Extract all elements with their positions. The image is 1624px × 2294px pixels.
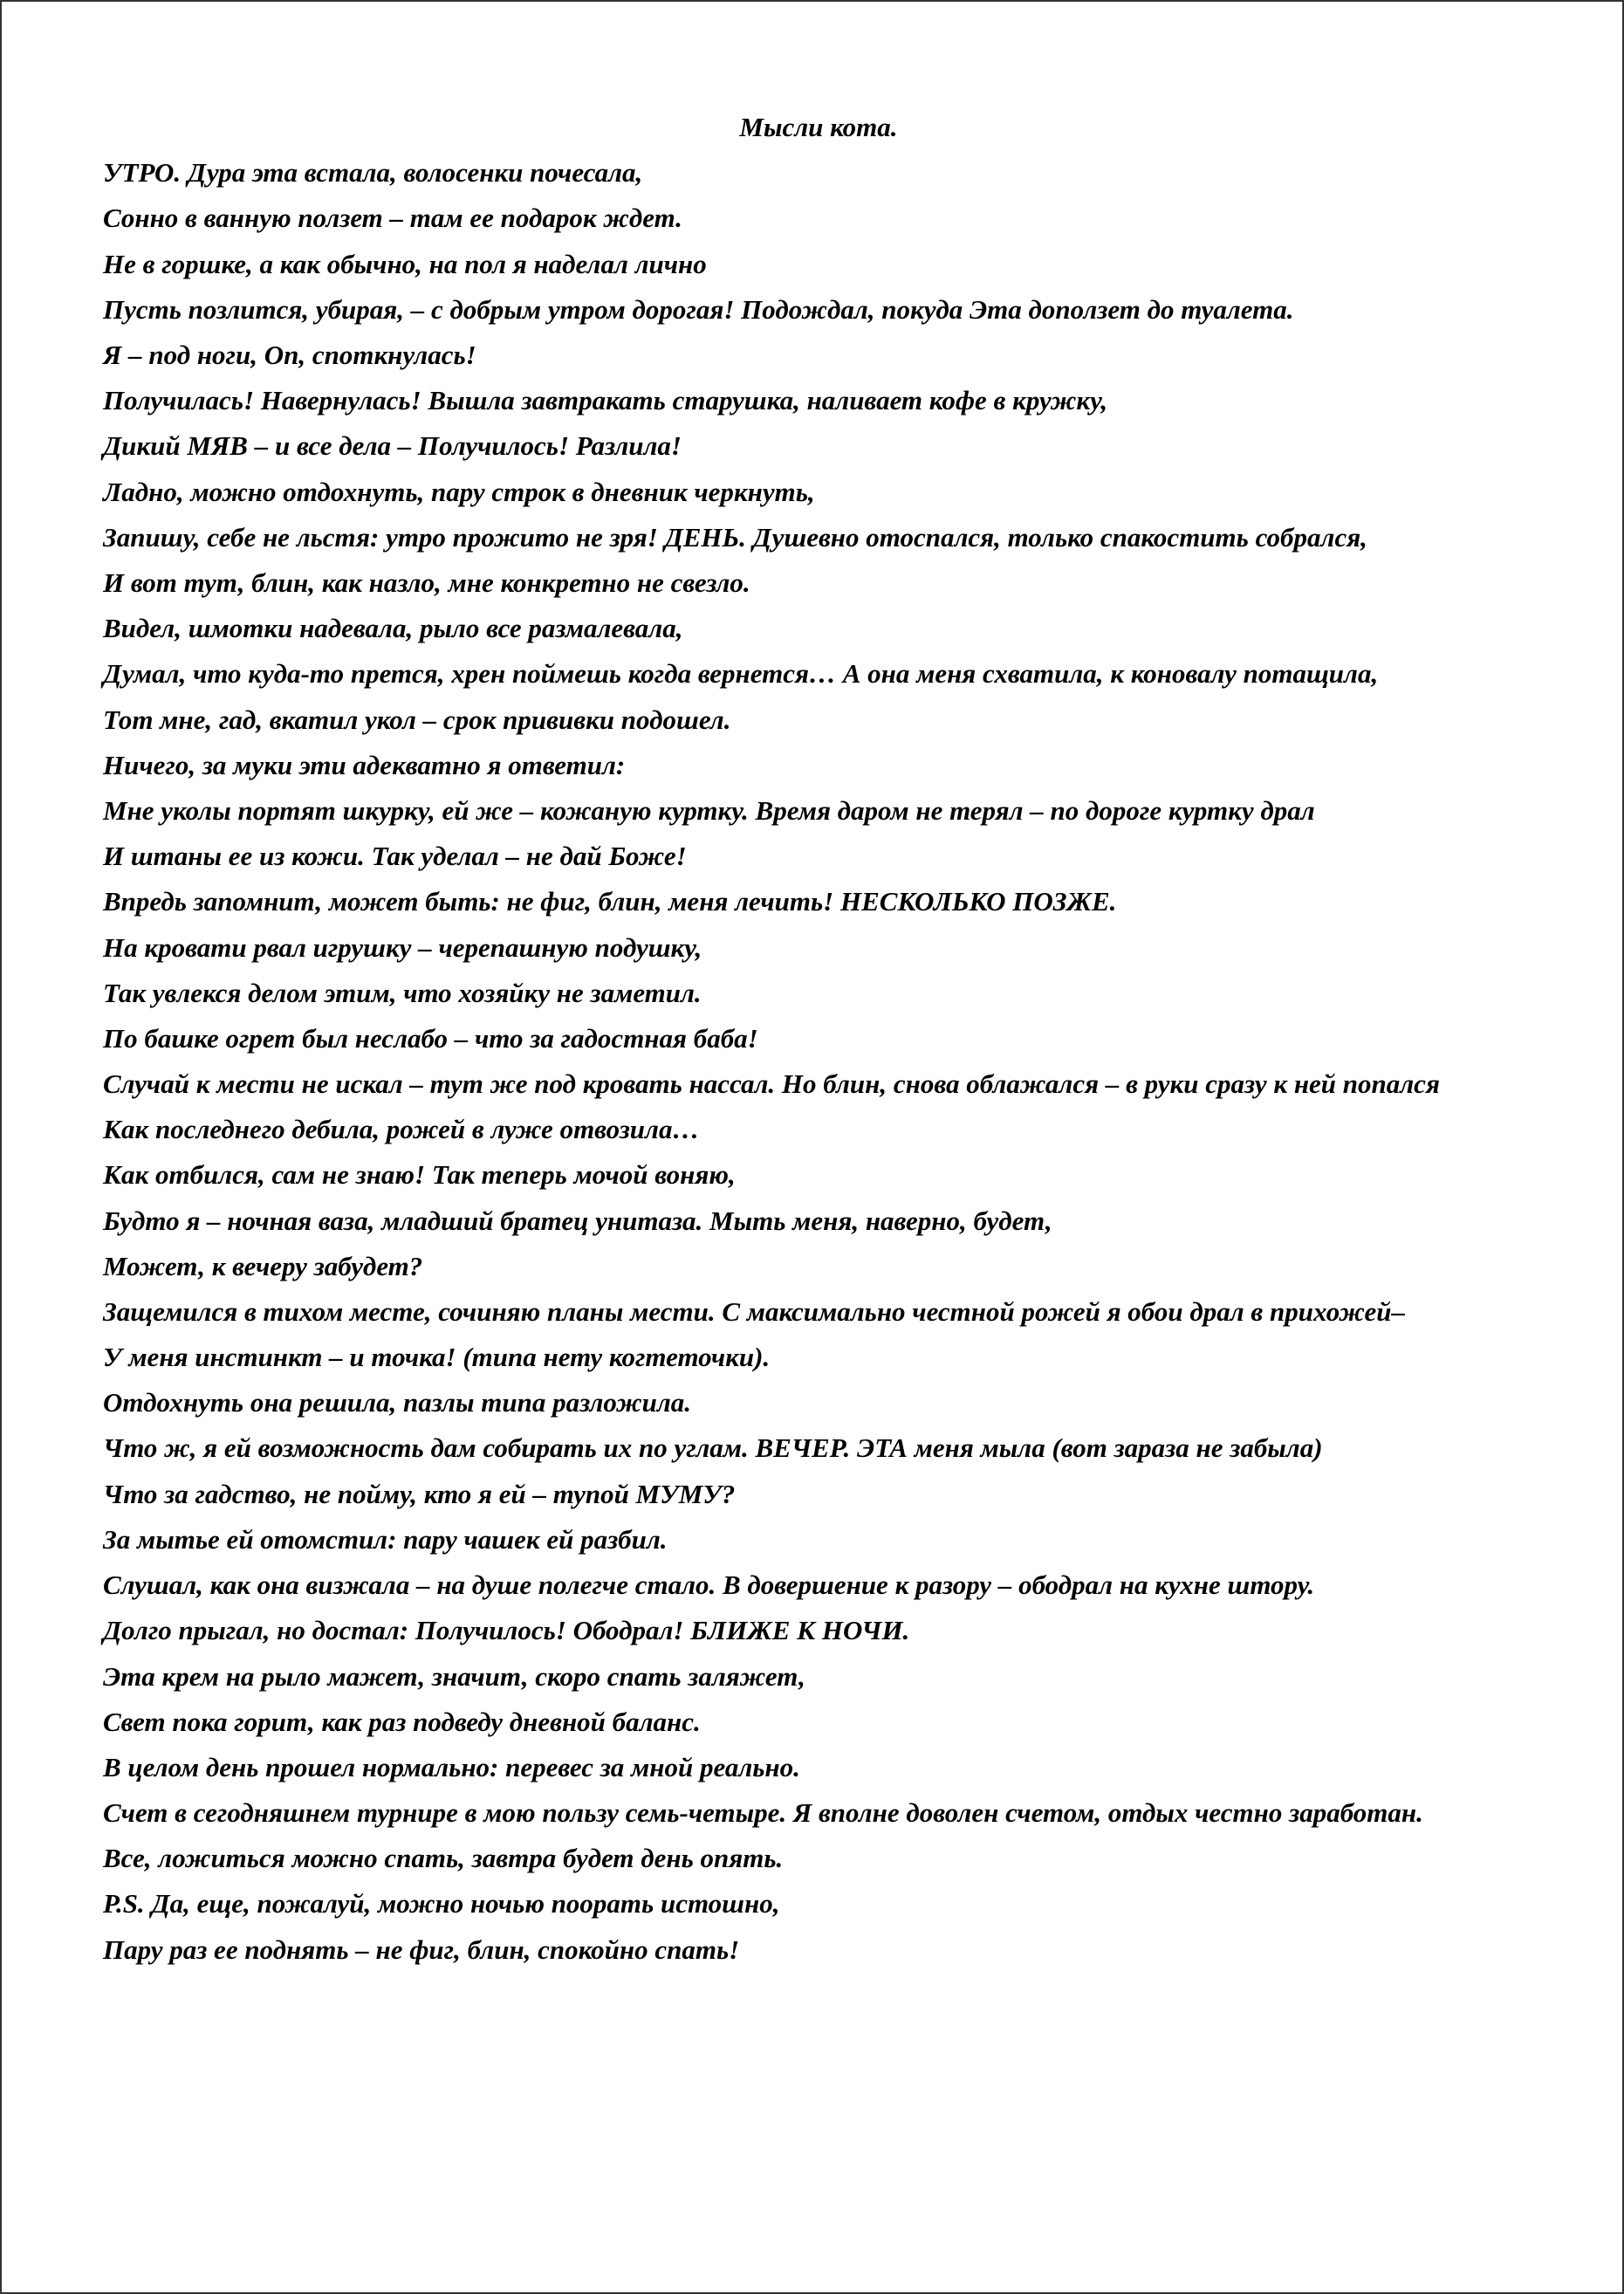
poem-line: Думал, что куда-то прется, хрен поймешь когда вернется… А она меня схватила, к коновалу потащила,	[103, 658, 1379, 690]
poem-line: Я – под ноги, Оп, споткнулась!	[103, 340, 476, 371]
poem-line: Впредь запомнит, может быть: не фиг, блин, меня лечить! НЕСКОЛЬКО ПОЗЖЕ.	[103, 886, 1117, 917]
poem-line: Что за гадство, не пойму, кто я ей – тупой МУМУ?	[103, 1478, 736, 1509]
poem-line: В целом день прошел нормально: перевес за мной реально.	[103, 1751, 800, 1782]
poem-line: Защемился в тихом месте, сочиняю планы мести. С максимально честной рожей я обои драл в прихожей–	[103, 1296, 1406, 1328]
poem-line: Видел, шмотки надевала, рыло все размалевала,	[103, 613, 683, 644]
poem-line: И вот тут, блин, как назло, мне конкретно не свезло.	[103, 567, 750, 599]
poem-line: Случай к мести не искал – тут же под кровать нассал. Но блин, снова облажался – в руки сразу к ней попался	[103, 1068, 1440, 1100]
poem-line: Все, ложиться можно спать, завтра будет день опять.	[103, 1843, 784, 1874]
poem-line: У меня инстинкт – и точка! (типа нету когтеточки).	[103, 1342, 771, 1373]
poem-line: Долго прыгал, но достал: Получилось! Ободрал! БЛИЖЕ К НОЧИ.	[103, 1615, 910, 1646]
poem-line: Пусть позлится, убирая, – с добрым утром дорогая! Подождал, покуда Эта доползет до туалета.	[103, 293, 1294, 325]
poem-line: Мне уколы портят шкурку, ей же – кожаную куртку. Время даром не терял – по дороге куртку драл	[103, 795, 1315, 827]
poem-line: Будто я – ночная ваза, младший братец унитаза. Мыть меня, наверно, будет,	[103, 1205, 1052, 1236]
poem-line: Тот мне, гад, вкатил укол – срок прививки подошел.	[103, 704, 731, 735]
poem-line: Отдохнуть она решила, пазлы типа разложила.	[103, 1387, 691, 1418]
poem-line: Получилась! Навернулась! Вышла завтракать старушка, наливает кофе в кружку,	[103, 385, 1108, 416]
poem-line: Сонно в ванную ползет – там ее подарок ждет.	[103, 203, 682, 234]
poem-line: Свет пока горит, как раз подведу дневной баланс.	[103, 1706, 701, 1737]
poem-line: Может, к вечеру забудет?	[103, 1250, 423, 1281]
poem-line: За мытье ей отомстил: пару чашек ей разбил.	[103, 1523, 668, 1555]
poem-line: На кровати рвал игрушку – черепашную подушку,	[103, 931, 702, 963]
poem-line: P.S. Да, еще, пожалуй, можно ночью поорать истошно,	[103, 1888, 780, 1920]
poem-line: Пару раз ее поднять – не фиг, блин, спокойно спать!	[103, 1933, 740, 1965]
poem-line: Так увлекся делом этим, что хозяйку не заметил.	[103, 977, 702, 1008]
poem-line: УТРО. Дура эта встала, волосенки почесала,	[103, 157, 643, 189]
poem-body	[103, 105, 1534, 1973]
poem-line: Эта крем на рыло мажет, значит, скоро спать заляжет,	[103, 1660, 805, 1692]
poem-line: Ладно, можно отдохнуть, пару строк в дневник черкнуть,	[103, 476, 815, 507]
poem-line: Запишу, себе не льстя: утро прожито не зря! ДЕНЬ. Душевно отоспался, только спакостить собрался,	[103, 521, 1367, 553]
poem-title: Мысли кота.	[739, 112, 898, 142]
poem-line: Что ж, я ей возможность дам собирать их по углам. ВЕЧЕР. ЭТА меня мыла (вот зараза не забыла)	[103, 1432, 1323, 1464]
poem-line: И штаны ее из кожи. Так уделал – не дай Боже!	[103, 841, 687, 872]
poem-line: Ничего, за муки эти адекватно я ответил:	[103, 749, 626, 780]
poem-line: Счет в сегодняшнем турнире в мою пользу семь-четыре. Я вполне доволен счетом, отдых честно заработан.	[103, 1797, 1423, 1829]
poem-line: Дикий МЯВ – и все дела – Получилось! Разлила!	[103, 430, 682, 462]
poem-line: Как последнего дебила, рожей в луже отвозила…	[103, 1114, 700, 1145]
poem-line: Слушал, как она визжала – на душе полегче стало. В довершение к разору – ободрал на кухне штору.	[103, 1569, 1315, 1601]
poem-line: Не в горшке, а как обычно, на пол я наделал лично	[103, 248, 707, 279]
poem-line: Как отбился, сам не знаю! Так теперь мочой воняю,	[103, 1159, 736, 1191]
poem-line: По башке огрет был неслабо – что за гадостная баба!	[103, 1023, 758, 1054]
